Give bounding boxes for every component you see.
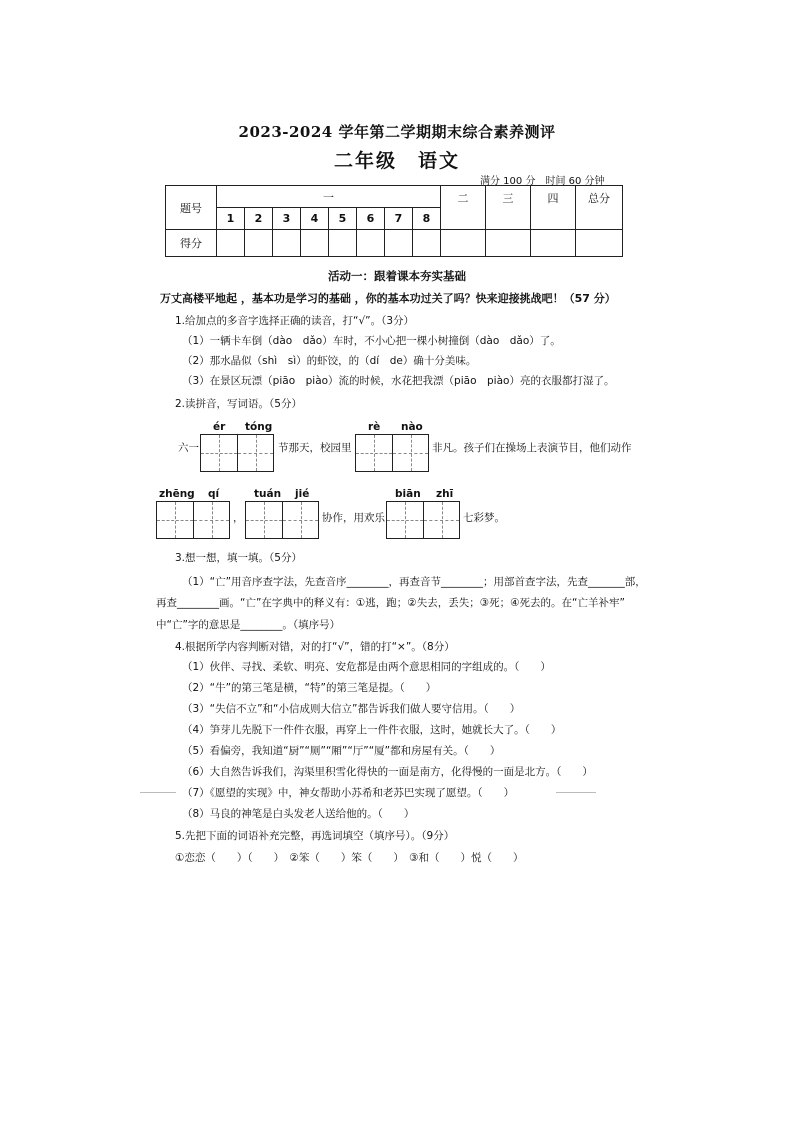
q4-item: （4）笋芽儿先脱下一件件衣服，再穿上一件件衣服，这时，她就长大了。（ ） bbox=[182, 724, 562, 736]
writing-grid[interactable] bbox=[200, 434, 274, 472]
score-cell[interactable] bbox=[531, 230, 576, 257]
score-cell[interactable] bbox=[329, 230, 357, 257]
q4-item: （5）看偏旁，我知道“厨”“厕”“厢”“厅”“厦”都和房屋有关。（ ） bbox=[182, 745, 501, 757]
grid-cell[interactable] bbox=[392, 435, 428, 471]
score-cell[interactable] bbox=[273, 230, 301, 257]
pinyin-label: ér bbox=[213, 421, 226, 433]
exam-title: 2023-2024 学年第二学期期末综合素养测评 bbox=[238, 123, 556, 141]
sub-number: 8 bbox=[413, 208, 441, 230]
score-cell[interactable] bbox=[441, 230, 486, 257]
score-cell[interactable] bbox=[301, 230, 329, 257]
exam-subtitle: 二年级 语文 bbox=[333, 150, 460, 172]
scan-mark bbox=[140, 792, 176, 793]
q2-text: 节那天，校园里 bbox=[278, 442, 352, 454]
pinyin-label: zhī bbox=[436, 488, 454, 500]
pinyin-label: nào bbox=[401, 421, 423, 433]
pinyin-label: jié bbox=[295, 488, 310, 500]
q3-line: 再查________画。“亡”在字典中的释义有：①逃，跑；②失去，丢失；③死；④死去的。在“亡羊补牢” bbox=[156, 597, 625, 609]
grid-cell[interactable] bbox=[246, 502, 282, 538]
sub-number: 6 bbox=[357, 208, 385, 230]
grid-cell[interactable] bbox=[193, 502, 229, 538]
pinyin-label: rè bbox=[368, 421, 381, 433]
score-table bbox=[165, 185, 623, 257]
activity-intro: 万丈高楼平地起 ，基本功是学习的基础 ，你的基本功过关了吗？快来迎接挑战吧！（57 分） bbox=[160, 292, 616, 305]
section-four-header: 四 bbox=[531, 186, 576, 230]
sub-number: 7 bbox=[385, 208, 413, 230]
score-cell[interactable] bbox=[385, 230, 413, 257]
writing-grid[interactable] bbox=[245, 501, 319, 539]
pinyin-label: zhēng bbox=[159, 488, 195, 500]
q3-title: 3.想一想，填一填。（5分） bbox=[175, 552, 302, 564]
score-time-info: 满分 100 分 时间 60 分钟 bbox=[480, 176, 605, 187]
total-header: 总分 bbox=[576, 186, 623, 230]
score-cell[interactable] bbox=[245, 230, 273, 257]
section-one-header: 一 bbox=[217, 186, 441, 208]
q1-item: （1）一辆卡车倒（dào dǎo）车时，不小心把一棵小树撞倒（dào dǎo）了。 bbox=[182, 335, 561, 347]
q4-item: （2）“牛”的第三笔是横，“特”的第三笔是提。（ ） bbox=[182, 682, 437, 694]
pinyin-label: biān bbox=[395, 488, 421, 500]
q1-title: 1.给加点的多音字选择正确的读音，打“√”。（3分） bbox=[175, 315, 415, 327]
q2-text: ， bbox=[233, 512, 244, 524]
q4-item: （8）马良的神笔是白头发老人送给他的。（ ） bbox=[182, 808, 415, 820]
q2-text: 协作，用欢乐 bbox=[322, 512, 385, 524]
q1-item: （3）在景区玩漂（piāo piào）流的时候，水花把我漂（piāo piào）亮的衣服都打湿了。 bbox=[182, 375, 615, 387]
grid-cell[interactable] bbox=[237, 435, 273, 471]
score-cell[interactable] bbox=[576, 230, 623, 257]
writing-grid[interactable] bbox=[355, 434, 429, 472]
q4-title: 4.根据所学内容判断对错，对的打“√”，错的打“×”。（8分） bbox=[175, 641, 455, 653]
grid-cell[interactable] bbox=[356, 435, 392, 471]
pinyin-label: tóng bbox=[245, 421, 273, 433]
q4-item: （7）《愿望的实现》中，神女帮助小苏希和老苏巴实现了愿望。（ ） bbox=[182, 787, 515, 799]
activity-title: 活动一：跟着课本夯实基础 bbox=[328, 269, 466, 283]
grid-cell[interactable] bbox=[423, 502, 459, 538]
q2-text: 七彩梦。 bbox=[463, 512, 505, 524]
writing-grid[interactable] bbox=[386, 501, 460, 539]
grid-cell[interactable] bbox=[282, 502, 318, 538]
score-cell[interactable] bbox=[486, 230, 531, 257]
sub-number: 4 bbox=[301, 208, 329, 230]
scan-mark bbox=[556, 792, 596, 793]
section-three-header: 三 bbox=[486, 186, 531, 230]
score-cell[interactable] bbox=[413, 230, 441, 257]
score-label: 得分 bbox=[166, 230, 217, 257]
q5-title: 5.先把下面的词语补充完整，再选词填空（填序号）。（9分） bbox=[175, 830, 455, 842]
q2-text: 六一 bbox=[178, 442, 199, 454]
q4-item: （6）大自然告诉我们，沟渠里积雪化得快的一面是南方，化得慢的一面是北方。（ ） bbox=[182, 766, 593, 778]
q3-line: （1）“亡”用音序查字法，先查音序________，再查音节________；用部首查字法，先查_______部， bbox=[182, 576, 646, 588]
q2-text: 非凡。孩子们在操场上表演节目，他们动作 bbox=[432, 442, 632, 454]
q4-item: （1）伙伴、寻找、柔软、明亮、安危都是由两个意思相同的字组成的。（ ） bbox=[182, 661, 551, 673]
sub-number: 1 bbox=[217, 208, 245, 230]
question-number-label: 题号 bbox=[166, 186, 217, 230]
pinyin-label: tuán bbox=[254, 488, 282, 500]
grid-cell[interactable] bbox=[157, 502, 193, 538]
q2-title: 2.读拼音，写词语。（5分） bbox=[175, 398, 302, 410]
section-two-header: 二 bbox=[441, 186, 486, 230]
sub-number: 3 bbox=[273, 208, 301, 230]
grid-cell[interactable] bbox=[387, 502, 423, 538]
q3-line: 中“亡”字的意思是________。（填序号） bbox=[156, 619, 341, 631]
grid-cell[interactable] bbox=[201, 435, 237, 471]
q4-item: （3）“失信不立”和“小信成则大信立”都告诉我们做人要守信用。（ ） bbox=[182, 703, 521, 715]
sub-number: 5 bbox=[329, 208, 357, 230]
q1-item: （2）那水晶似（shì sì）的虾饺，的（dí de）确十分美味。 bbox=[182, 355, 477, 367]
writing-grid[interactable] bbox=[156, 501, 230, 539]
pinyin-label: qí bbox=[208, 488, 220, 500]
score-cell[interactable] bbox=[357, 230, 385, 257]
sub-number: 2 bbox=[245, 208, 273, 230]
q5-line: ①恋恋（ ）（ ） ②笨（ ）笨（ ） ③和（ ）悦（ ） bbox=[175, 852, 524, 864]
score-cell[interactable] bbox=[217, 230, 245, 257]
